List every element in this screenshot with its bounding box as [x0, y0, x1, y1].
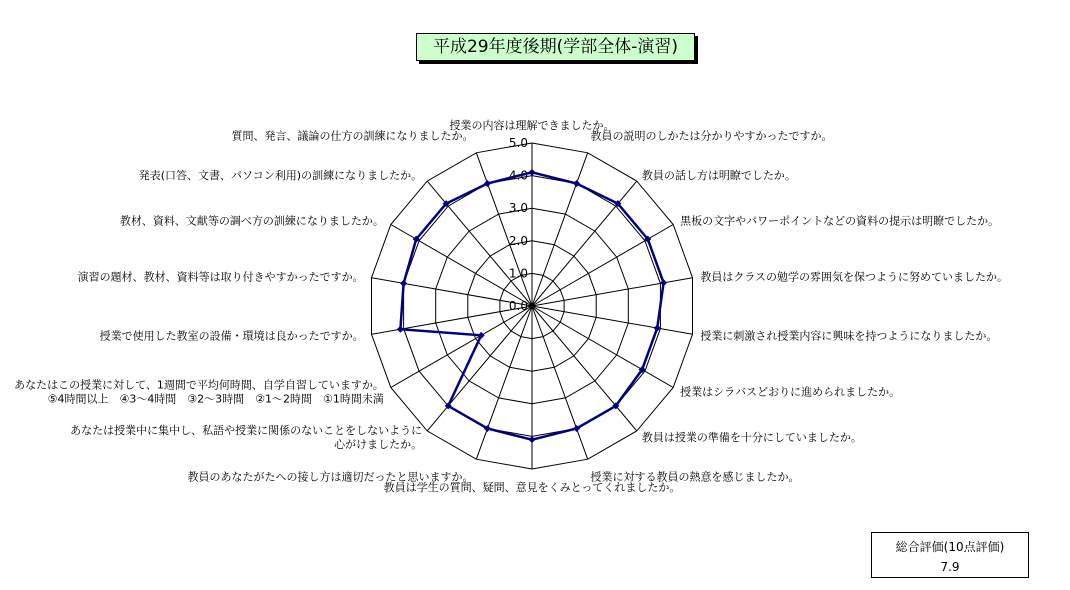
category-label: あなたは授業中に集中し、私語や授業に関係のないことをしないように: [70, 424, 423, 437]
category-label: ⑤4時間以上 ④3〜4時間 ③2〜3時間 ②1〜2時間 ①1時間未満: [47, 392, 384, 406]
chart-title: 平成29年度後期(学部全体-演習): [416, 33, 695, 61]
category-label: 授業の内容は理解できましたか。: [449, 119, 615, 132]
category-label: 発表(口答、文書、パソコン利用)の訓練になりましたか。: [138, 169, 423, 182]
data-point-marker: [397, 326, 404, 333]
data-point-marker: [529, 436, 536, 443]
category-label: 教材、資料、文献等の調べ方の訓練になりましたか。: [119, 214, 384, 228]
category-label: 質問、発言、議論の仕方の訓練になりましたか。: [231, 129, 474, 143]
grid-spoke: [532, 153, 588, 306]
category-label: 教員の説明のしかたは分かりやすかったですか。: [590, 129, 833, 143]
tick-label: 3.0: [508, 201, 528, 216]
radar-grid: [372, 143, 693, 469]
category-label: あなたはこの授業に対して、1週間で平均何時間、自学自習していますか。: [14, 378, 384, 392]
category-label: 授業はシラバスどおりに進められましたか。: [680, 385, 901, 399]
category-label: 授業に対する教員の熱意を感じましたか。: [590, 470, 800, 484]
category-label: 演習の題材、教材、資料等は取り付きやすかったですか。: [77, 270, 364, 284]
grid-spoke: [476, 306, 532, 459]
tick-label: 4.0: [508, 168, 528, 183]
tick-label: 1.0: [508, 266, 528, 281]
category-label: 教員の話し方は明瞭でしたか。: [641, 169, 796, 182]
summary-score-box: [871, 532, 1029, 578]
category-label: 教員のあなたがたへの接し方は適切だったと思いますか。: [187, 470, 474, 484]
category-label: 教員は授業の準備を十分にしていましたか。: [641, 431, 862, 444]
data-point-marker: [660, 279, 667, 286]
category-label: 教員は学生の質問、疑問、意見をくみとってくれましたか。: [383, 481, 681, 494]
summary-score-value: 7.9: [940, 560, 960, 574]
category-label: 授業に刺激され授業内容に興味を持つようになりましたか。: [700, 329, 998, 343]
category-label: 黒板の文字やパワーポイントなどの資料の提示は明瞭でしたか。: [680, 214, 1000, 228]
tick-label: 2.0: [508, 233, 528, 248]
tick-label: 5.0: [508, 136, 528, 150]
grid-spoke: [532, 306, 588, 459]
summary-score-label: 総合評価(10点評価): [895, 540, 1005, 554]
category-label: 授業で使用した教室の設備・環境は良かったですか。: [99, 329, 364, 343]
category-label: 教員はクラスの勉学の雰囲気を保つように努めていましたか。: [700, 270, 1009, 284]
data-point-marker: [400, 280, 407, 287]
data-point-marker: [529, 169, 536, 176]
category-label: 心がけましたか。: [334, 438, 423, 451]
tick-label: 0.0: [508, 299, 528, 313]
